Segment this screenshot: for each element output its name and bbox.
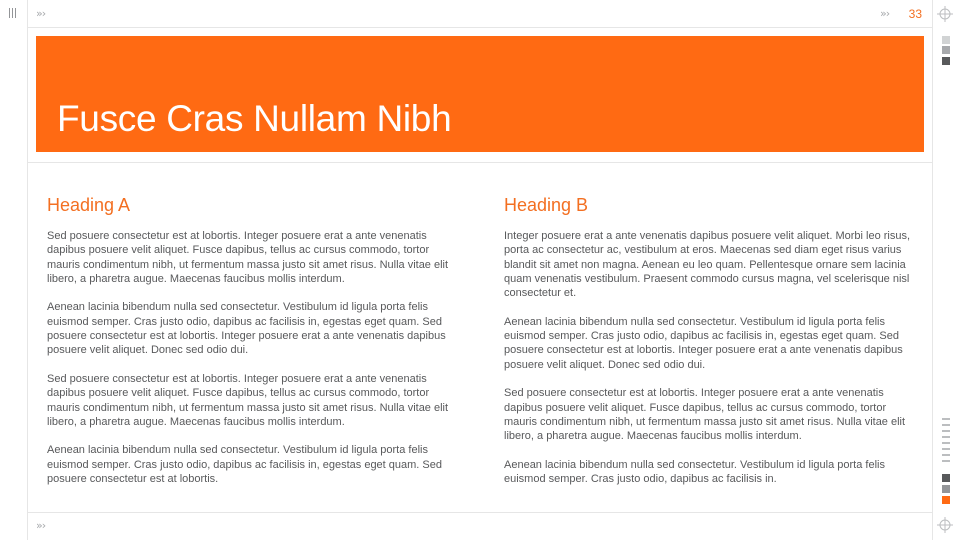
color-swatch-icon (942, 46, 950, 54)
body-paragraph: Sed posuere consectetur est at lobortis. Integer posuere erat a ante venenatis dapibus posuere velit aliquet. Fusce dapibus, tellus ac cursus commodo, tortor mauris condimentum nibh, ut fermentum massa justo sit amet risus. Nulla vitae elit libero, a pharetra augue. Maecenas faucibus mollis interdum. (504, 387, 906, 443)
scale-tick (942, 436, 950, 438)
scale-tick (942, 430, 950, 432)
page-number: 33 (908, 7, 922, 21)
color-swatch-icon (942, 485, 950, 493)
scale-tick (942, 442, 950, 444)
scale-tick (942, 448, 950, 450)
crosshair-icon[interactable] (937, 517, 953, 533)
top-rule (27, 27, 933, 28)
column-a (47, 194, 457, 501)
color-swatch-icon (942, 496, 950, 504)
left-rule (27, 0, 28, 540)
column-heading: Heading A (47, 195, 131, 215)
body-paragraph: Sed posuere consectetur est at lobortis. Integer posuere erat a ante venenatis dapibus posuere velit aliquet. Fusce dapibus, tellus ac cursus commodo, tortor mauris condimentum nibh, ut fermentum massa justo sit amet risus. Nulla vitae elit libero, a pharetra augue. Maecenas faucibus mollis interdum. (47, 372, 449, 428)
right-rule (932, 0, 933, 540)
body-paragraph: Aenean lacinia bibendum nulla sed consectetur. Vestibulum id ligula porta felis euismod semper. Cras justo odio, dapibus ac facilisis in, egestas eget quam. Sed posuere consectetur est at lobortis. (47, 444, 442, 486)
bottom-rule (27, 512, 933, 513)
menu-icon[interactable] (9, 8, 18, 18)
body-paragraph: Sed posuere consectetur est at lobortis. Integer posuere erat a ante venenatis dapibus posuere velit aliquet. Fusce dapibus, tellus ac cursus commodo, tortor mauris condimentum nibh, ut fermentum massa justo sit amet risus. Nulla vitae elit libero, a pharetra augue. Maecenas faucibus mollis interdum. (47, 230, 449, 285)
color-swatch-icon (942, 36, 950, 44)
content-rule (27, 162, 933, 163)
double-chevron-right-icon[interactable]: »› (36, 519, 46, 532)
double-chevron-right-icon[interactable]: »› (36, 7, 46, 20)
body-paragraph: Aenean lacinia bibendum nulla sed consectetur. Vestibulum id ligula porta felis euismod semper. Cras justo odio, dapibus ac facilisis in, egestas eget quam. Sed posuere consectetur est at lobortis. Integer posuere erat a ante venenatis dapibus posuere velit aliquet. Donec sed odio dui. (47, 301, 446, 357)
column-heading: Heading B (504, 195, 589, 215)
body-paragraph: Integer posuere erat a ante venenatis dapibus posuere velit aliquet. Morbi leo risus, porta ac consectetur ac, vestibulum at eros. Maecenas sed diam eget risus varius blandit sit amet non magna. Aenean eu leo quam. Pellentesque ornare sem lacinia quam venenatis vestibulum. Praesent commodo cursus magna, vel scelerisque nisl consectetur et. (504, 230, 911, 300)
body-paragraph: Aenean lacinia bibendum nulla sed consectetur. Vestibulum id ligula porta felis euismod semper. Cras justo odio, dapibus ac facilisis in. (504, 458, 885, 486)
crosshair-icon[interactable] (937, 6, 953, 22)
scale-tick (942, 460, 950, 462)
scale-tick (942, 454, 950, 456)
body-paragraph: Aenean lacinia bibendum nulla sed consectetur. Vestibulum id ligula porta felis euismod semper. Cras justo odio, dapibus ac facilisis in, egestas eget quam. Sed posuere consectetur est at lobortis. Integer posuere erat a ante venenatis dapibus posuere velit aliquet. Donec sed odio dui. (504, 315, 903, 371)
double-chevron-right-icon[interactable]: »› (880, 7, 890, 20)
scale-tick (942, 418, 950, 420)
color-swatch-icon (942, 474, 950, 482)
color-swatch-icon (942, 57, 950, 65)
column-b (504, 194, 914, 501)
scale-tick (942, 424, 950, 426)
page-title: Fusce Cras Nullam Nibh (57, 98, 452, 139)
